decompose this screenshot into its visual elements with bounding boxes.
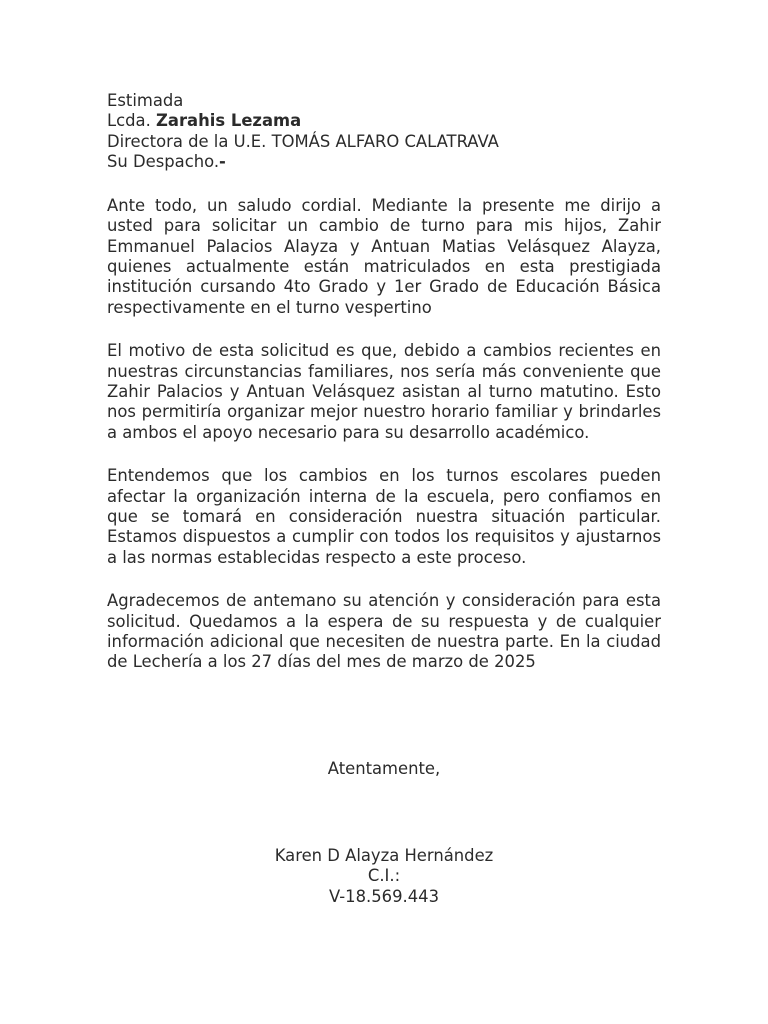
signer-id-value: V-18.569.443 xyxy=(328,886,439,906)
paragraph-1: Ante todo, un saludo cordial. Mediante la presente me dirijo a usted para solicitar un cambio de turno para mis hijos, Zahir Emmanuel Palacios Alayza y Antuan Matias Velásquez Alayza, quienes actualmente están matriculados en esta prestigiada institución cursando 4to Grado y 1er Grado de Educación Básica respectivamente en el turno vespertino xyxy=(107,196,661,317)
letter-body xyxy=(107,91,661,673)
recipient-title: Directora de la U.E. TOMÁS ALFARO CALATRAVA xyxy=(107,131,499,151)
signature-block xyxy=(0,846,768,907)
recipient-line xyxy=(107,111,661,131)
paragraph-4: Agradecemos de antemano su atención y consideración para esta solicitud. Quedamos a la espera de su respuesta y de cualquier información adicional que necesiten de nuestra parte. En la ciudad de Lechería a los 27 días del mes de marzo de 2025 xyxy=(107,591,661,672)
recipient-name: Zarahis Lezama xyxy=(156,111,302,131)
signer-name: Karen D Alayza Hernández xyxy=(274,846,494,865)
recipient-office-line xyxy=(107,152,661,172)
paragraph-2: El motivo de esta solicitud es que, debido a cambios recientes en nuestras circunstancias familiares, nos sería más conveniente que Zahir Palacios y Antuan Velásquez asistan al turno matutino. Esto nos permitiría organizar mejor nuestro horario familiar y brindarles a ambos el apoyo necesario para su desarrollo académico. xyxy=(107,341,661,442)
recipient-office-mark: - xyxy=(219,151,226,171)
recipient-prefix: Lcda. xyxy=(107,111,151,131)
salutation: Estimada xyxy=(107,91,184,110)
closing-block xyxy=(0,759,768,779)
recipient-office: Su Despacho. xyxy=(107,151,220,171)
closing-text: Atentamente, xyxy=(327,759,441,778)
paragraph-3: Entendemos que los cambios en los turnos escolares pueden afectar la organización interna de la escuela, pero confiamos en que se tomará en consideración nuestra situación particular. Estamos dispuestos a cumplir con todos los requisitos y ajustarnos a las normas establecidas respecto a este proceso. xyxy=(107,466,661,567)
signer-id-label: C.I.: xyxy=(367,866,401,886)
signer-id-line xyxy=(0,866,768,907)
recipient-block xyxy=(107,91,661,172)
